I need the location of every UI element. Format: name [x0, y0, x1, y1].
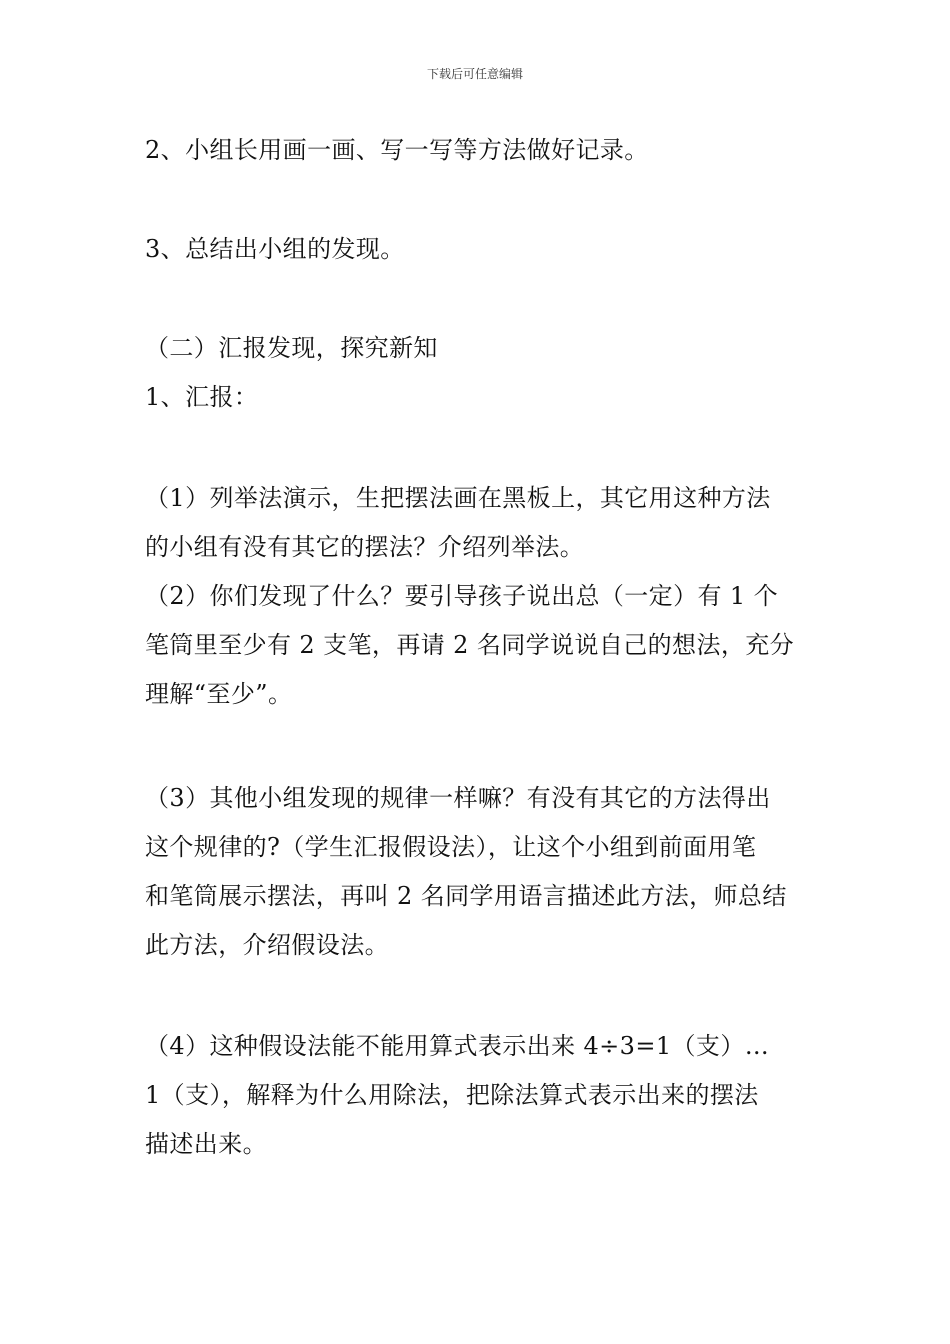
- paragraph-line: 这个规律的?（学生汇报假设法），让这个小组到前面用笔: [145, 833, 757, 861]
- paragraph-line: 此方法，介绍假设法。: [145, 931, 389, 959]
- paragraph-line: 笔筒里至少有 2 支笔，再请 2 名同学说说自己的想法，充分: [145, 631, 795, 659]
- paragraph-line: 1、汇报：: [145, 383, 259, 411]
- paragraph-line: 1（支），解释为什么用除法，把除法算式表示出来的摆法: [145, 1081, 759, 1109]
- paragraph-line: 描述出来。: [145, 1130, 267, 1158]
- paragraph-line: 和笔筒展示摆法，再叫 2 名同学用语言描述此方法，师总结: [145, 882, 787, 910]
- section-heading: （二）汇报发现，探究新知: [145, 334, 438, 362]
- paragraph-line: （3）其他小组发现的规律一样嘛？有没有其它的方法得出: [145, 784, 771, 812]
- paragraph-line: （1）列举法演示，生把摆法画在黑板上，其它用这种方法: [145, 484, 771, 512]
- paragraph-line: 的小组有没有其它的摆法？介绍列举法。: [145, 533, 585, 561]
- paragraph-line: 理解“至少”。: [145, 680, 293, 708]
- paragraph-line: （4）这种假设法能不能用算式表示出来 4÷3=1（支）…: [145, 1032, 770, 1060]
- paragraph-line: 2、小组长用画一画、写一写等方法做好记录。: [145, 136, 649, 164]
- paragraph-items-1-2: [145, 474, 810, 719]
- paragraph-line: 3、总结出小组的发现。: [145, 235, 405, 263]
- section-heading-report: [145, 324, 810, 422]
- paragraph-step-2: [145, 126, 810, 175]
- paragraph-line: （2）你们发现了什么？要引导孩子说出总（一定）有 1 个: [145, 582, 778, 610]
- paragraph-item-3: [145, 774, 810, 970]
- paragraph-item-4: [145, 1022, 810, 1169]
- page-header: 下载后可任意编辑: [426, 67, 523, 81]
- paragraph-step-3: [145, 225, 810, 274]
